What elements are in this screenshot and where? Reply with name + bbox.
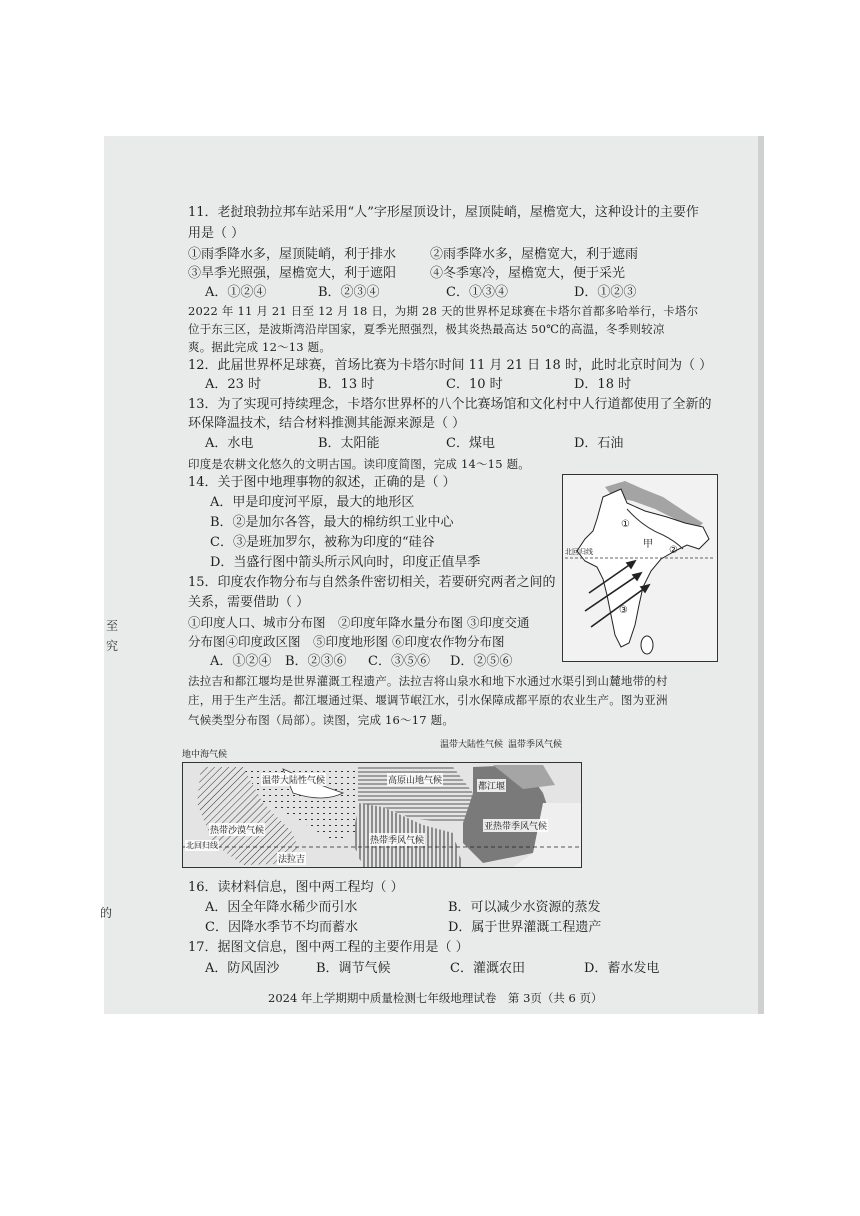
- material3-line2: 庄，用于生产生活。都江堰通过渠、堰调节岷江水，引水保障成都平原的农业生产。图为亚洲: [188, 693, 668, 707]
- q17-choice-c: C．灌溉农田: [450, 961, 525, 976]
- q16-option-c: C．因降水季节不均而蓄水: [205, 920, 358, 935]
- edge-fragment: 的: [100, 906, 113, 920]
- q17-stem: 17．据图文信息，图中两工程的主要作用是（ ）: [188, 940, 469, 955]
- q11-choice-c: C．①③④: [446, 285, 508, 300]
- label-n3: ③: [619, 605, 628, 616]
- india-map-drawing: [563, 475, 717, 661]
- material3-line3: 气候类型分布图（局部）。读图，完成 16～17 题。: [188, 713, 455, 727]
- label-tropical-monsoon: 热带季风气候: [369, 833, 425, 846]
- q16-option-d: D．属于世界灌溉工程遗产: [448, 920, 602, 935]
- q14-option-c: C．③是班加罗尔，被称为印度的“硅谷: [210, 535, 435, 550]
- q11-stem-line2: 用是（ ）: [188, 226, 245, 241]
- q14-option-b: B．②是加尔各答，最大的棉纺织工业中心: [210, 515, 454, 530]
- climate-map-drawing: [183, 763, 581, 867]
- q15-options-line2: 分布图④印度政区图 ⑤印度地形图 ⑥印度农作物分布图: [188, 634, 505, 649]
- q11-option-2: ②雨季降水多，屋檐宽大，利于遮雨: [430, 247, 639, 262]
- label-temperate-continental: 温带大陆性气候: [261, 773, 326, 786]
- edge-fragment: 至: [106, 619, 119, 633]
- q17-choice-b: B．调节气候: [316, 961, 391, 976]
- q13-choice-b: B．太阳能: [318, 436, 380, 451]
- label-mediterranean: 地中海气候: [182, 750, 228, 760]
- material1-line2: 位于东三区，是波斯湾沿岸国家，夏季光照强烈，极其炎热最高达 50℃的高温，冬季则较凉: [188, 322, 665, 336]
- q15-stem-line1: 15．印度农作物分布与自然条件密切相关，若要研究两者之间的: [188, 575, 556, 590]
- page-edge-shadow: [758, 136, 764, 1014]
- q15-choice-b: B．②③⑥: [285, 654, 347, 669]
- page-footer: 2024 年上学期期中质量检测七年级地理试卷 第 3页（共 6 页）: [268, 991, 603, 1005]
- q15-stem-line2: 关系，需要借助（ ）: [188, 595, 310, 610]
- q16-stem: 16．读材料信息，图中两工程均（ ）: [188, 880, 404, 895]
- q13-stem-line2: 环保降温技术，结合材料推测其能源来源是（ ）: [188, 416, 466, 431]
- label-subtropical-monsoon: 亚热带季风气候: [483, 819, 548, 832]
- material2-text: 印度是农耕文化悠久的文明古国。读印度简图，完成 14～15 题。: [188, 457, 530, 471]
- q16-option-b: B．可以减少水资源的蒸发: [448, 900, 601, 915]
- label-tropical-desert: 热带沙漠气候: [209, 823, 265, 836]
- q11-choice-b: B．②③④: [318, 285, 380, 300]
- q11-choice-a: A．①②④: [205, 285, 267, 300]
- q13-choice-d: D．石油: [574, 436, 624, 451]
- q17-choice-a: A．防风固沙: [205, 961, 280, 976]
- india-map: [562, 474, 718, 662]
- q13-choice-a: A．水电: [205, 436, 254, 451]
- label-tropic: 北回归线: [186, 841, 218, 850]
- label-jia: 甲: [643, 539, 653, 550]
- q14-stem: 14．关于图中地理事物的叙述，正确的是（ ）: [188, 475, 456, 490]
- q12-choice-a: A．23 时: [205, 377, 262, 392]
- label-dujiangyan: 都江堰: [477, 779, 506, 792]
- q14-option-d: D．当盛行图中箭头所示风向时，印度正值旱季: [210, 555, 481, 570]
- label-temperate-continental-top: 温带大陆性气候: [440, 740, 504, 750]
- q11-option-3: ③旱季光照强，屋檐宽大，利于遮阳: [188, 266, 397, 281]
- q14-option-a: A．甲是印度河平原，最大的地形区: [210, 495, 415, 510]
- q12-choice-c: C．10 时: [446, 377, 503, 392]
- material3-line1: 法拉吉和都江堰均是世界灌溉工程遗产。法拉吉将山泉水和地下水通过水渠引到山麓地带的村: [188, 674, 668, 688]
- label-n1: ①: [621, 519, 630, 530]
- q15-options-line1: ①印度人口、城市分布图 ②印度年降水量分布图 ③印度交通: [188, 615, 530, 630]
- q11-choice-d: D．①②③: [574, 285, 637, 300]
- label-temperate-monsoon: 温带季风气候: [508, 740, 563, 750]
- q13-choice-c: C．煤电: [446, 436, 495, 451]
- q12-choice-d: D．18 时: [574, 377, 632, 392]
- label-plateau: 高原山地气候: [387, 773, 443, 786]
- material1-line3: 爽。据此完成 12～13 题。: [188, 340, 332, 354]
- label-n2: ②: [669, 545, 678, 556]
- q15-choice-a: A．①②④: [210, 654, 272, 669]
- q16-option-a: A．因全年降水稀少而引水: [205, 900, 358, 915]
- q12-stem: 12．此届世界杯足球赛，首场比赛为卡塔尔时间 11 月 21 日 18 时，此时北京时间为（ ）: [188, 358, 713, 373]
- q15-choice-d: D．②⑤⑥: [450, 654, 513, 669]
- q11-option-4: ④冬季寒冷，屋檐宽大，便于采光: [430, 266, 626, 281]
- q12-choice-b: B．13 时: [318, 377, 375, 392]
- q11-stem-line1: 11．老挝琅勃拉邦车站采用“人”字形屋顶设计，屋顶陡峭，屋檐宽大，这种设计的主要作: [188, 205, 699, 220]
- label-tropic: 北回归线: [565, 548, 593, 556]
- sri-lanka-outline: [641, 636, 653, 654]
- edge-fragment: 究: [106, 639, 119, 653]
- material1-line1: 2022 年 11 月 21 日至 12 月 18 日，为期 28 天的世界杯足球赛在卡塔尔首都多哈举行，卡塔尔: [188, 304, 699, 318]
- q11-option-1: ①雨季降水多，屋顶陡峭，利于排水: [188, 247, 397, 262]
- q15-choice-c: C．③⑤⑥: [368, 654, 430, 669]
- q13-stem-line1: 13．为了实现可持续理念，卡塔尔世界杯的八个比赛场馆和文化村中人行道都使用了全新的: [188, 397, 712, 412]
- asia-climate-map: [182, 762, 582, 868]
- label-falaji: 法拉吉: [277, 852, 306, 865]
- q17-choice-d: D．蓄水发电: [584, 961, 660, 976]
